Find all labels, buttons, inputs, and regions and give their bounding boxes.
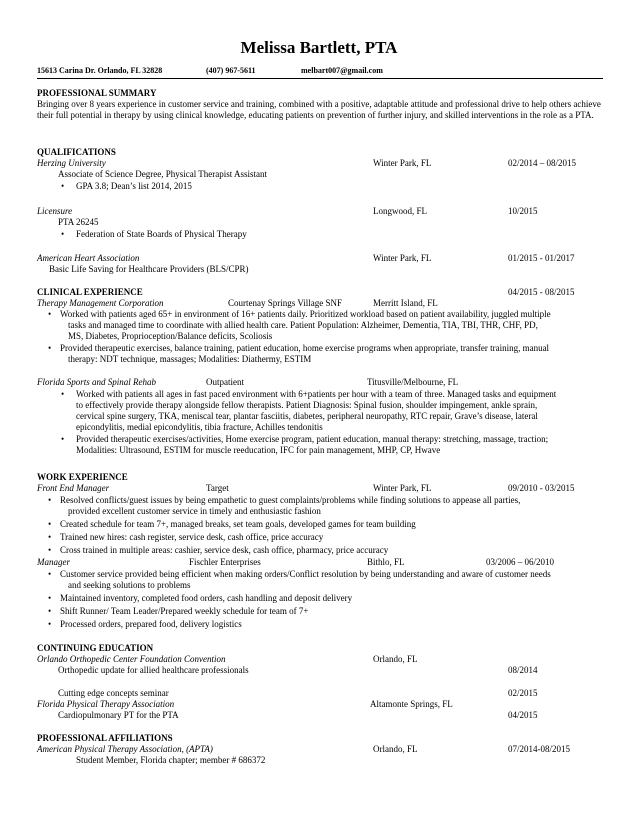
herzing-date: 02/2014 – 08/2015 [508,158,577,168]
bullet: • [48,619,52,629]
bullet: • [48,606,52,616]
education-date-3: 04/2015 [508,710,538,720]
phone: (407) 967-5611 [206,66,256,75]
bullet: • [48,532,52,542]
bullet: • [48,569,52,579]
bullet: • [48,309,52,319]
target-bullet-4: Cross trained in multiple areas: cashier, service desk, cash office, pharmacy, price accuracy [60,545,389,555]
fischler-bullet-1: Customer service provided being efficient when making orders/Conflict resolution by being understanding and aware of customer needs [60,569,551,579]
clinical-date: 04/2015 - 08/2015 [508,287,575,297]
fischler-bullet-2: Maintained inventory, completed food orders, cash handling and deposit delivery [60,593,353,603]
fssr-bullet-1: Worked with patients all ages in fast paced environment with 6+patients per hour with a team of three. Managed tasks and equipment [76,389,557,399]
aha-date: 01/2015 - 01/2017 [508,253,575,263]
education-location-2: Altamonte Springs, FL [370,699,453,709]
fischler-bullet-1-cont: and seeking solutions to problems [68,580,191,590]
licensure-org: Licensure [37,206,73,216]
bullet: • [48,495,52,505]
license-number: PTA 26245 [58,217,99,227]
fischler-role: Manager [37,557,70,567]
affiliation-location: Orlando, FL [373,744,418,754]
aha-location: Winter Park, FL [373,253,432,263]
education-date-1: 08/2014 [508,665,538,675]
licensure-location: Longwood, FL [373,206,427,216]
tmc-bullet-2-cont: therapy: NDT technique, massages; Modalities: Diathermy, ESTIM [68,354,312,364]
email: melbart007@gmail.com [301,66,383,75]
affiliations-heading: PROFESSIONAL AFFILIATIONS [37,733,173,743]
bullet: • [61,434,65,444]
fssr-bullet-1-cont: epicondylitis, medial epicondylitis, tibia fracture, Achilles tendonitis [76,422,323,432]
bullet: • [48,545,52,555]
education-date-2: 02/2015 [508,688,538,698]
tmc-site: Courtenay Springs Village SNF [228,298,343,308]
fischler-bullet-3: Shift Runner/ Team Leader/Prepared weekly schedule for team of 7+ [60,606,309,616]
tmc-bullet-1: Worked with patients aged 65+ in environment of 16+ patients daily. Prioritized workload based on patient availability, juggled multiple [60,309,551,319]
target-bullet-3: Trained new hires: cash register, service desk, cash office, price accuracy [60,532,324,542]
bullet: • [61,389,65,399]
target-date: 09/2010 - 03/2015 [508,483,575,493]
education-course-3: Cardiopulmonary PT for the PTA [58,710,179,720]
fssr-bullet-1-cont: cervical spine surgery, TKA, meniscal tear, plantar fasciitis, diabetes, peripheral neuropathy, RTC repair, Grave’s disease, lateral [76,411,538,421]
herzing-org: Herzing University [37,158,106,168]
fischler-location: Bithlo, FL [367,557,405,567]
bullet: • [48,593,52,603]
education-course-2: Cutting edge concepts seminar [58,688,169,698]
education-course-1: Orthopedic update for allied healthcare professionals [58,665,249,675]
aha-cert: Basic Life Saving for Healthcare Providers (BLS/CPR) [49,264,249,274]
target-role: Front End Manager [37,483,110,493]
tmc-location: Merritt Island, FL [373,298,438,308]
qualifications-heading: QUALIFICATIONS [37,147,116,157]
fischler-date: 03/2006 – 06/2010 [486,557,555,567]
education-org-1: Orlando Orthopedic Center Foundation Convention [37,654,226,664]
affiliation-membership: Student Member, Florida chapter; member # 686372 [76,755,266,765]
herzing-degree: Associate of Science Degree, Physical Therapist Assistant [58,169,268,179]
bullet: • [48,519,52,529]
education-heading: CONTINUING EDUCATION [37,643,154,653]
education-org-2: Florida Physical Therapy Association [37,699,175,709]
education-location-1: Orlando, FL [373,654,418,664]
header-divider [37,78,603,79]
fssr-bullet-2: Provided therapeutic exercises/activities, Home exercise program, patient education, manual therapy: stretching, massage, traction; [76,434,549,444]
clinical-heading: CLINICAL EXPERIENCE [37,287,143,297]
licensure-bullet: Federation of State Boards of Physical Therapy [76,229,247,239]
aha-org: American Heart Association [37,253,140,263]
address: 15613 Carina Dr. Orlando, FL 32828 [37,66,163,75]
fssr-bullet-2-cont: Modalities: Ultrasound, ESTIM for muscle reeducation, IFC for pain management, MHP, CP, Hwave [76,445,441,455]
work-heading: WORK EXPERIENCE [37,472,128,482]
fischler-bullet-4: Processed orders, prepared food, delivery logistics [60,619,242,629]
bullet: • [61,229,65,239]
fssr-site: Outpatient [206,377,244,387]
fssr-location: Titusville/Melbourne, FL [367,377,459,387]
fischler-org: Fischler Enterprises [189,557,261,567]
summary-text: Bringing over 8 years experience in customer service and training, combined with a positive, adaptable attitude and professional drive to help others achieve their full potential in therapy by using clinical knowledge, educating patients on prevention of further injury, and skilled interventions in the role as a PTA. [37,99,601,120]
herzing-location: Winter Park, FL [373,158,432,168]
herzing-bullet: GPA 3.8; Dean’s list 2014, 2015 [76,181,192,191]
resume-name: Melissa Bartlett, PTA [240,38,398,57]
fssr-bullet-1-cont: to effectively provide therapy alongside fellow therapists. Patient Diagnosis: Spinal fusion, shoulder impingement, ankle sprain, [76,400,538,410]
target-bullet-1: Resolved conflicts/guest issues by being empathetic to guest complaints/problems while finding solutions to appease all parties, [60,495,521,505]
affiliation-org: American Physical Therapy Association, (APTA) [37,744,213,754]
target-bullet-1-cont: provided excellent customer service in timely and enthusiastic fashion [68,506,321,516]
licensure-date: 10/2015 [508,206,538,216]
fssr-org: Florida Sports and Spinal Rehab [37,377,156,387]
target-location: Winter Park, FL [373,483,432,493]
bullet: • [48,343,52,353]
bullet: • [61,181,65,191]
summary-heading: PROFESSIONAL SUMMARY [37,88,157,98]
affiliation-date: 07/2014-08/2015 [508,744,570,754]
target-bullet-2: Created schedule for team 7+, managed breaks, set team goals, developed games for team building [60,519,416,529]
target-org: Target [206,483,229,493]
tmc-bullet-2: Provided therapeutic exercises, balance training, patient education, home exercise programs when appropriate, transfer training, manual [60,343,550,353]
tmc-bullet-1-cont: tasks and managed time to coordinate with allied health care. Patient Population: Alzheimer, Dementia, TIA, TBI, THR, CHF, PD, [68,320,538,330]
tmc-bullet-1-cont: MS, Diabetes, Proprioception/Balance deficits, Scoliosis [68,331,273,341]
tmc-org: Therapy Management Corporation [37,298,164,308]
